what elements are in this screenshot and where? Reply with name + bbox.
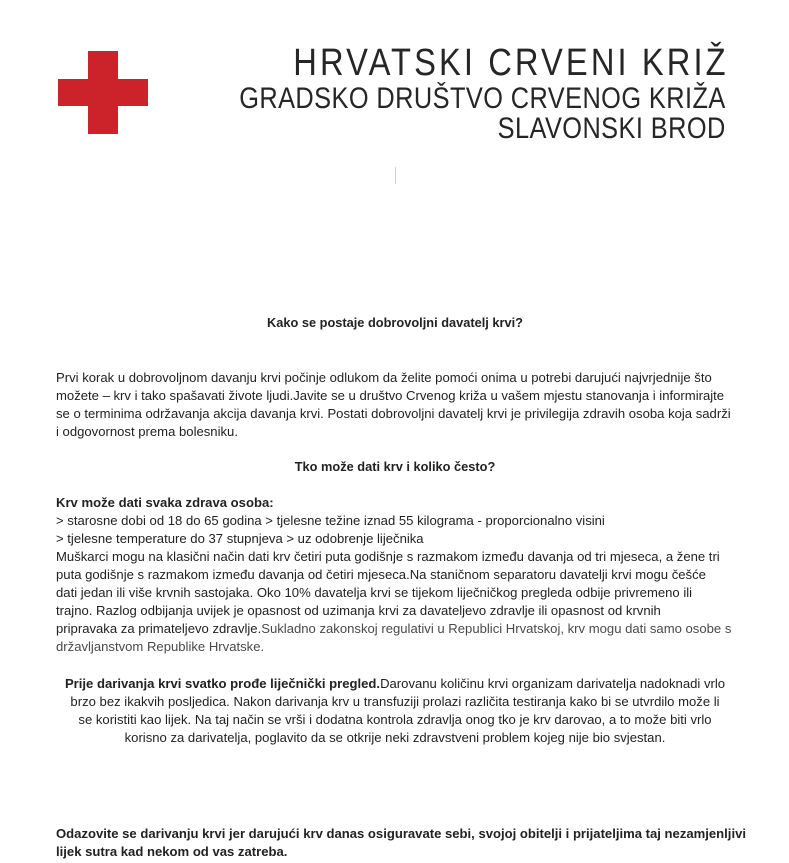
criteria-intro: Krv može dati svaka zdrava osoba: — [56, 495, 274, 510]
paragraph-line: Prvi korak u dobrovoljnom davanju krvi počinje odlukom da želite pomoći onima u potrebi darujući najvrjednije što — [56, 370, 712, 385]
criteria-line: > tjelesne temperature do 37 stupnjeva > uz odobrenje liječnika — [56, 531, 424, 546]
medical-check-line — [20, 675, 770, 693]
paragraph-line: možete – krv i tako spašavati živote ljudi.Javite se u društvo Crvenog križa u vašem mjestu stanovanja i informirajte — [56, 388, 725, 403]
org-city: SLAVONSKI BROD — [497, 112, 726, 145]
citizenship-note-end: državljanstvom Republike Hrvatske. — [56, 639, 265, 654]
paragraph-line: i odgovornost prema bolesniku. — [56, 424, 238, 439]
medical-check-line: brzo bez ikakvih posljedica. Nakon darivanja krv u transfuziji prolazi različita testiranja kako bi se utvrdilo može li — [70, 694, 720, 709]
medical-check-lead: Prije darivanja krvi svatko prođe liječnički pregled. — [64, 676, 381, 691]
paragraph-line: trajno. Razlog odbijanja uvijek je opasnost od uzimanja krvi za davateljevo zdravlje ili opasnost od krvnih — [56, 603, 661, 618]
medical-check-line: se koristiti kao lijek. Na taj način se vrši i dodatna kontrola zdravlja onog tko je krv darovao, a to može biti vrlo — [78, 712, 712, 727]
paragraph-text: pripravaka za primateljevo zdravlje. — [56, 621, 262, 636]
red-cross-icon — [58, 51, 148, 134]
closing-appeal-line: Odazovite se darivanju krvi jer darujući krv danas osiguravate sebi, svojoj obitelji i prijateljima taj nezamjenljivi — [56, 826, 746, 841]
criteria-line: > starosne dobi od 18 do 65 godina > tjelesne težine iznad 55 kilograma - proporcionalno visini — [56, 513, 605, 528]
paragraph-line: dati jedan ili više krvnih sastojaka. Oko 10% davatelja krvi se tijekom liječničkog pregleda odbije privremeno ili — [56, 585, 693, 600]
cross-horizontal-bar — [58, 79, 148, 106]
org-subtitle: GRADSKO DRUŠTVO CRVENOG KRIŽA — [239, 82, 726, 115]
org-title: HRVATSKI CRVENI KRIŽ — [293, 42, 729, 84]
citizenship-note: Sukladno zakonskoj regulativi u Republici Hrvatskoj, krv mogu dati samo osobe s — [261, 621, 732, 636]
text-cursor — [395, 167, 396, 184]
section-heading-who-can-donate: Tko može dati krv i koliko često? — [294, 459, 496, 474]
paragraph-line — [56, 620, 756, 638]
section-heading-become-donor: Kako se postaje dobrovoljni davatelj krvi? — [266, 315, 523, 330]
paragraph-line: Muškarci mogu na klasični način dati krv četiri puta godišnje s razmakom između davanja od tri mjeseca, a žene tri — [56, 549, 720, 564]
closing-appeal-line: lijek sutra kad nekom od vas zatreba. — [56, 844, 288, 859]
medical-check-text: Darovanu količinu krvi organizam darivatelja nadoknadi vrlo — [380, 676, 726, 691]
organization-name — [150, 42, 729, 145]
paragraph-line: puta godišnje s razmakom između davanja od četiri mjeseca.Na staničnom separatoru davatelji krvi mogu češće — [56, 567, 706, 582]
medical-check-line: korisno za darivatelja, poglavito da se otkrije neki zdravstveni problem kojeg nije bio svjestan. — [124, 730, 666, 745]
paragraph-line: se o terminima održavanja akcija davanja krvi. Postati dobrovoljni davatelj krvi je privilegija zdravih osoba koja sadrži — [56, 406, 731, 421]
